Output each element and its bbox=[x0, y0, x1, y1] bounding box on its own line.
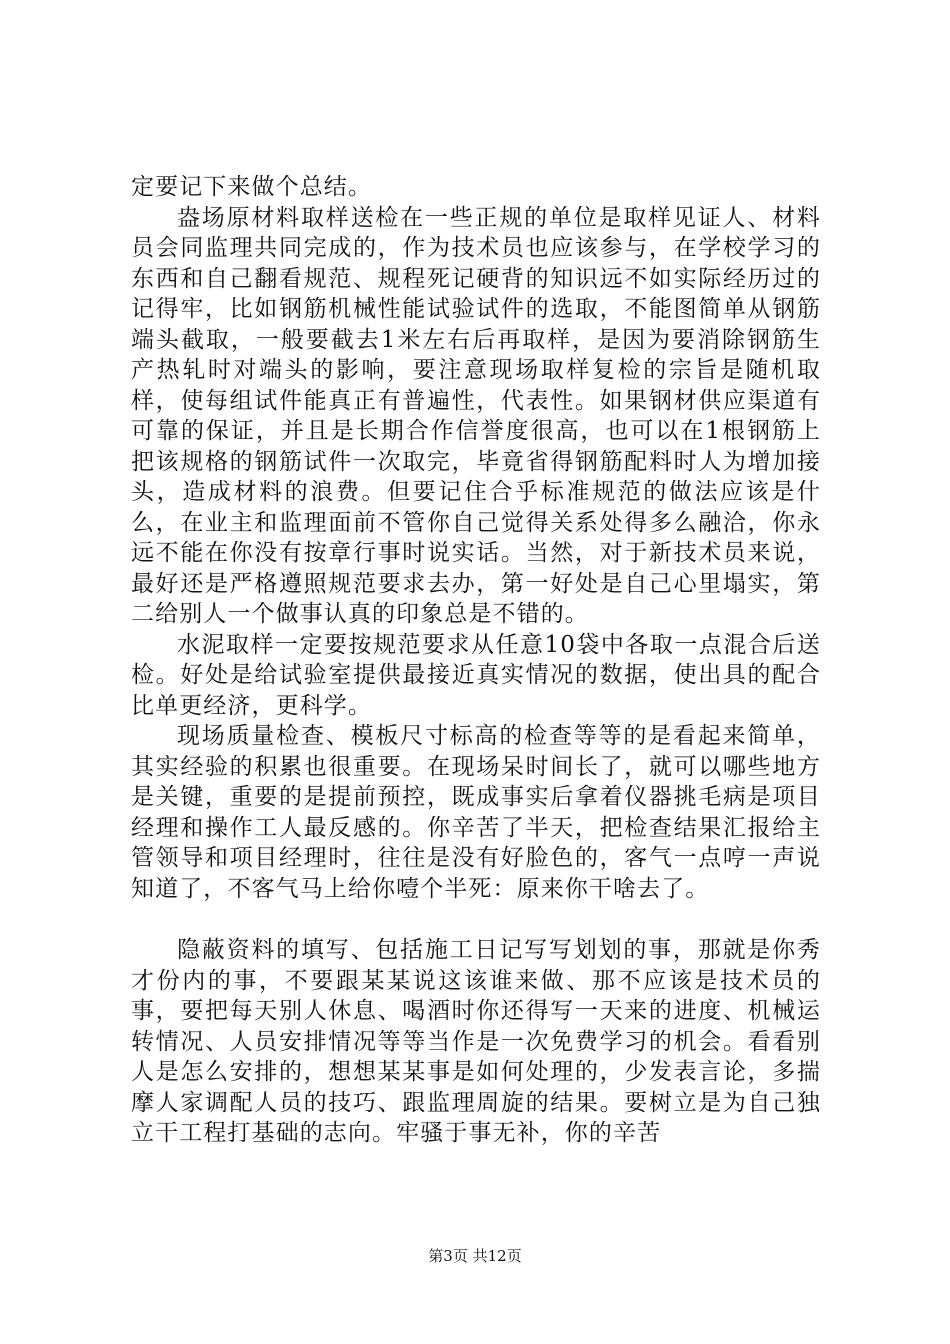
page-footer bbox=[0, 1245, 950, 1266]
page-number: 第3页 共12页 bbox=[428, 1247, 522, 1265]
paragraph-cement-sampling: 水泥取样一定要按规范要求从任意10袋中各取一点混合后送检。好处是给试验室提供最接近真实情况的数据，使出具的配合比单更经济，更科学。 bbox=[131, 631, 821, 719]
paragraph-quality-inspection: 现场质量检查、模板尺寸标高的检查等等的是看起来简单，其实经验的积累也很重要。在现场呆时间长了，就可以哪些地方是关键，重要的是提前预控，既成事实后拿着仪器挑毛病是项目经理和操作工人最反感的。你辛苦了半天，把检查结果汇报给主管领导和项目经理时，往往是没有好脸色的，客气一点哼一声说知道了，不客气马上给你噎个半死：原来你干啥去了。 bbox=[131, 723, 821, 902]
paragraph-concealed-records: 隐蔽资料的填写、包括施工日记写写划划的事，那就是你秀才份内的事，不要跟某某说这该谁来做、那不应该是技术员的事，要把每天别人休息、喝酒时你还得写一天来的进度、机械运转情况、人员安排情况等等当作是一次免费学习的机会。看看别人是怎么安排的，想想某某事是如何处理的，少发表言论，多揣摩人家调配人员的技巧、跟监理周旋的结果。要树立是为自己独立干工程打基础的志向。牢骚于事无补，你的辛苦 bbox=[131, 937, 821, 1146]
document-body bbox=[131, 172, 821, 1149]
paragraph-continuation: 定要记下来做个总结。 bbox=[131, 174, 372, 200]
paragraph-material-sampling: 盎场原材料取样送检在一些正规的单位是取样见证人、材料员会同监理共同完成的，作为技术员也应该参与，在学校学习的东西和自己翻看规范、规程死记硬背的知识远不如实际经历过的记得牢，比如钢筋机械性能试验试件的选取，不能图简单从钢筋端头截取，一般要截去1米左右后再取样，是因为要消除钢筋生产热轧时对端头的影响，要注意现场取样复检的宗旨是随机取样，使每组试件能真正有普遍性，代表性。如果钢材供应渠道有可靠的保证，并且是长期合作信誉度很高，也可以在1根钢筋上把该规格的钢筋试件一次取完，毕竟省得钢筋配料时人为增加接头，造成材料的浪费。但要记住合乎标准规范的做法应该是什么，在业主和监理面前不管你自己觉得关系处得多么融洽，你永远不能在你没有按章行事时说实话。当然，对于新技术员来说，最好还是严格遵照规范要求去办，第一好处是自己心里塌实，第二给别人一个做事认真的印象总是不错的。 bbox=[131, 204, 821, 627]
